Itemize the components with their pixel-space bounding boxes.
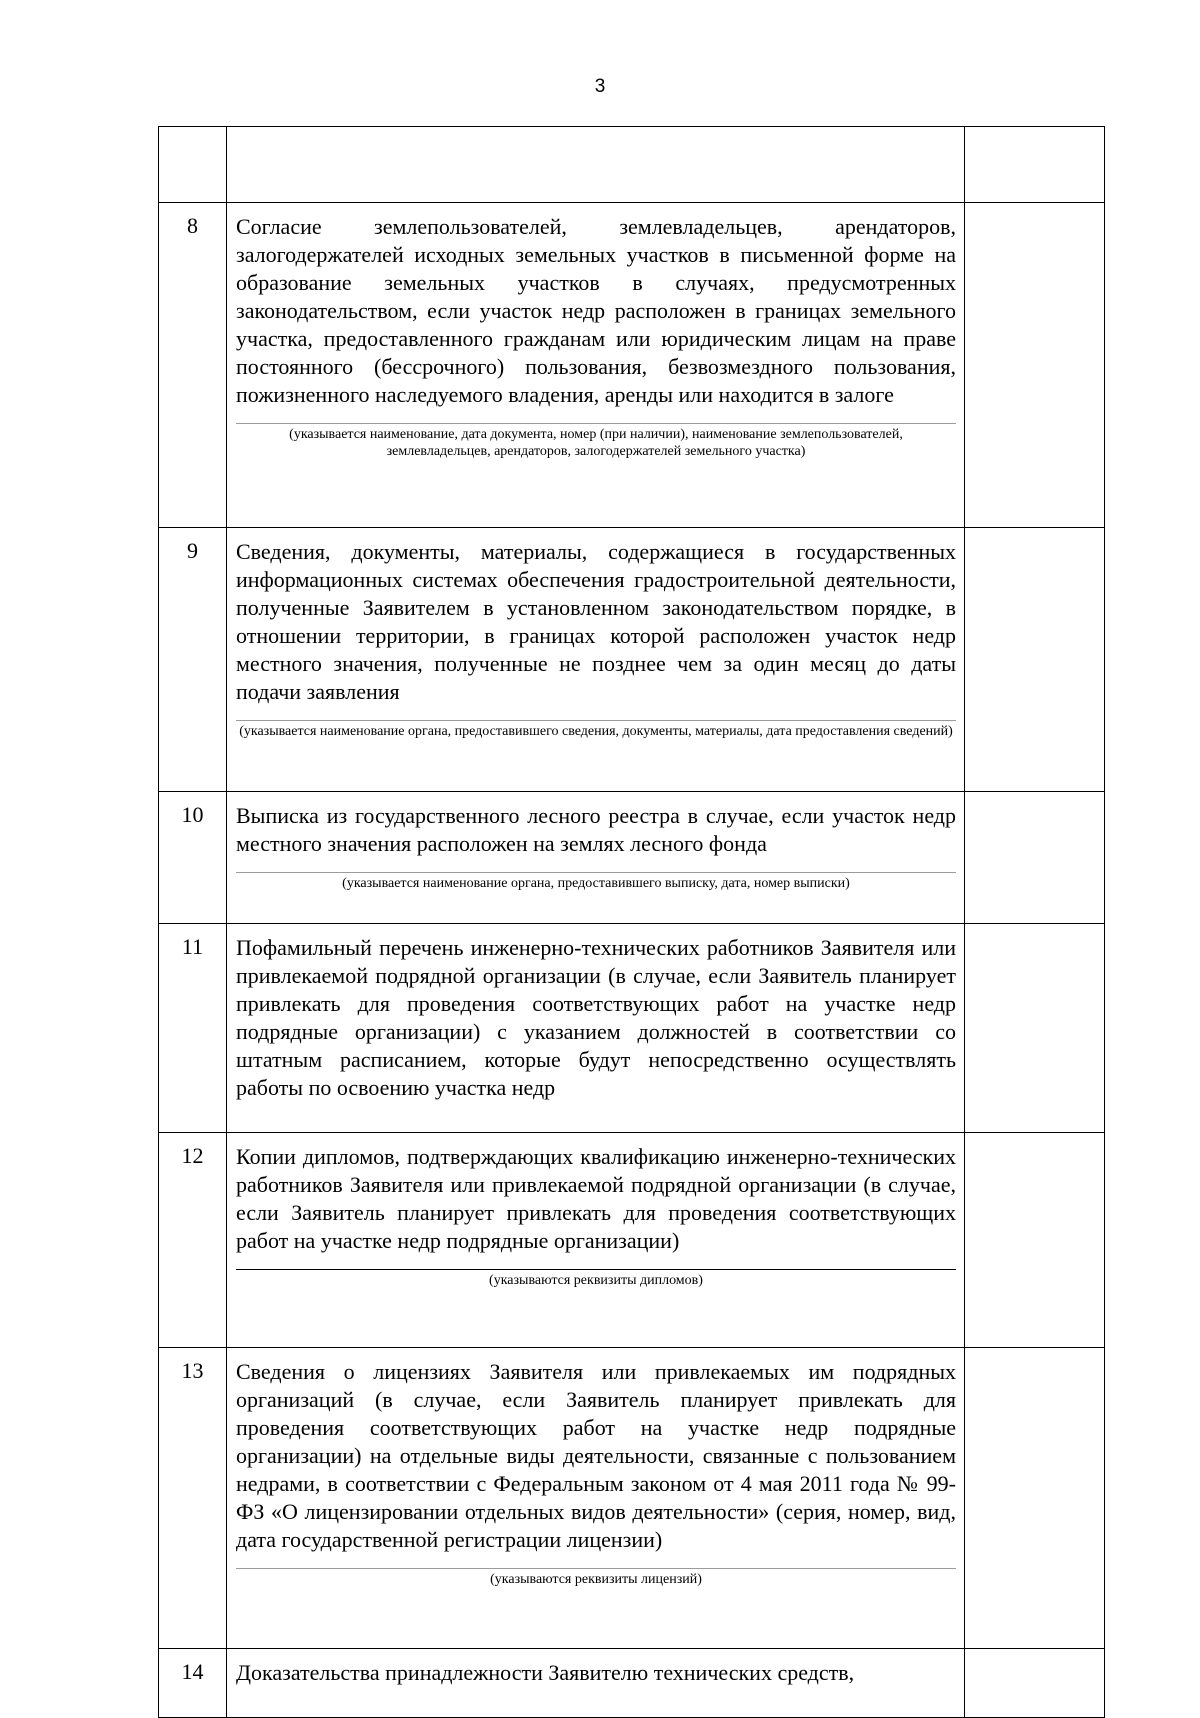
row-content (227, 127, 965, 203)
row-content (227, 528, 965, 792)
table-row (159, 127, 1105, 203)
row-content (227, 924, 965, 1133)
row-content (227, 1133, 965, 1348)
row-text: Пофамильный перечень инженерно-технических работников Заявителя или привлекаемой подрядной организации (в случае, если Заявитель планирует привлекать для проведения соответствующих работ на участке недр подрядные организации) с указанием должностей в соответствии со штатным расписанием, которые будут непосредственно осуществлять работы по освоению участка недр (236, 935, 956, 1100)
row-number: 14 (159, 1649, 227, 1718)
table-row (159, 1348, 1105, 1649)
row-note: (указывается наименование, дата документа, номер (при наличии), наименование землепользователей, землевладельцев, арендаторов, залогодержателей земельного участка) (289, 427, 903, 459)
table-row (159, 1649, 1105, 1718)
table-row (159, 924, 1105, 1133)
table-row (159, 1133, 1105, 1348)
row-number (159, 127, 227, 203)
row-text: Согласие землепользователей, землевладельцев, арендаторов, залогодержателей исходных земельных участков в письменной форме на образование земельных участков в случаях, предусмотренных законодательством, если участок недр расположен в границах земельного участка, предоставленного гражданам или юридическим лицам на праве постоянного (бессрочного) пользования, безвозмездного пользования, пожизненного наследуемого владения, аренды или находится в залоге (236, 214, 956, 407)
row-content (227, 792, 965, 924)
row-number: 10 (159, 792, 227, 924)
row-text: Копии дипломов, подтверждающих квалификацию инженерно-технических работников Заявителя или привлекаемой подрядной организации (в случае, если Заявитель планирует привлекать для проведения соответствующих работ на участке недр подрядные организации) (236, 1144, 956, 1253)
table-row (159, 203, 1105, 528)
row-note: (указывается наименование органа, предоставившего сведения, документы, материалы, дата предоставления сведений) (239, 724, 953, 739)
table-row (159, 792, 1105, 924)
table-row (159, 528, 1105, 792)
row-number: 9 (159, 528, 227, 792)
row-extra-cell (965, 127, 1105, 203)
row-note: (указывается наименование органа, предоставившего выписку, дата, номер выписки) (342, 876, 850, 891)
row-extra-cell (965, 1348, 1105, 1649)
row-extra-cell (965, 528, 1105, 792)
row-text: Сведения о лицензиях Заявителя или привлекаемых им подрядных организаций (в случае, если Заявитель планирует привлекать для проведения соответствующих работ на участке недр подрядные организации) на отдельные виды деятельности, связанные с пользованием недрами, в соответствии с Федеральным законом от 4 мая 2011 года № 99-ФЗ «О лицензировании отдельных видов деятельности» (серия, номер, вид, дата государственной регистрации лицензии) (236, 1359, 956, 1552)
row-note: (указываются реквизиты дипломов) (489, 1273, 703, 1288)
row-text: Выписка из государственного лесного реестра в случае, если участок недр местного значения расположен на землях лесного фонда (236, 803, 956, 856)
row-text: Сведения, документы, материалы, содержащиеся в государственных информационных системах обеспечения градостроительной деятельности, полученные Заявителем в установленном законодательством порядке, в отношении территории, в границах которой расположен участок недр местного значения, полученные не позднее чем за один месяц до даты подачи заявления (236, 539, 956, 704)
row-extra-cell (965, 1133, 1105, 1348)
row-note: (указываются реквизиты лицензий) (490, 1572, 702, 1587)
page-number: 3 (594, 76, 606, 97)
row-content (227, 203, 965, 528)
documents-table (158, 126, 1105, 1718)
row-extra-cell (965, 203, 1105, 528)
row-extra-cell (965, 924, 1105, 1133)
row-extra-cell (965, 1649, 1105, 1718)
row-number: 12 (159, 1133, 227, 1348)
row-content (227, 1649, 965, 1718)
row-extra-cell (965, 792, 1105, 924)
row-content (227, 1348, 965, 1649)
row-number: 11 (159, 924, 227, 1133)
row-number: 13 (159, 1348, 227, 1649)
row-text: Доказательства принадлежности Заявителю технических средств, (236, 1660, 855, 1685)
row-number: 8 (159, 203, 227, 528)
